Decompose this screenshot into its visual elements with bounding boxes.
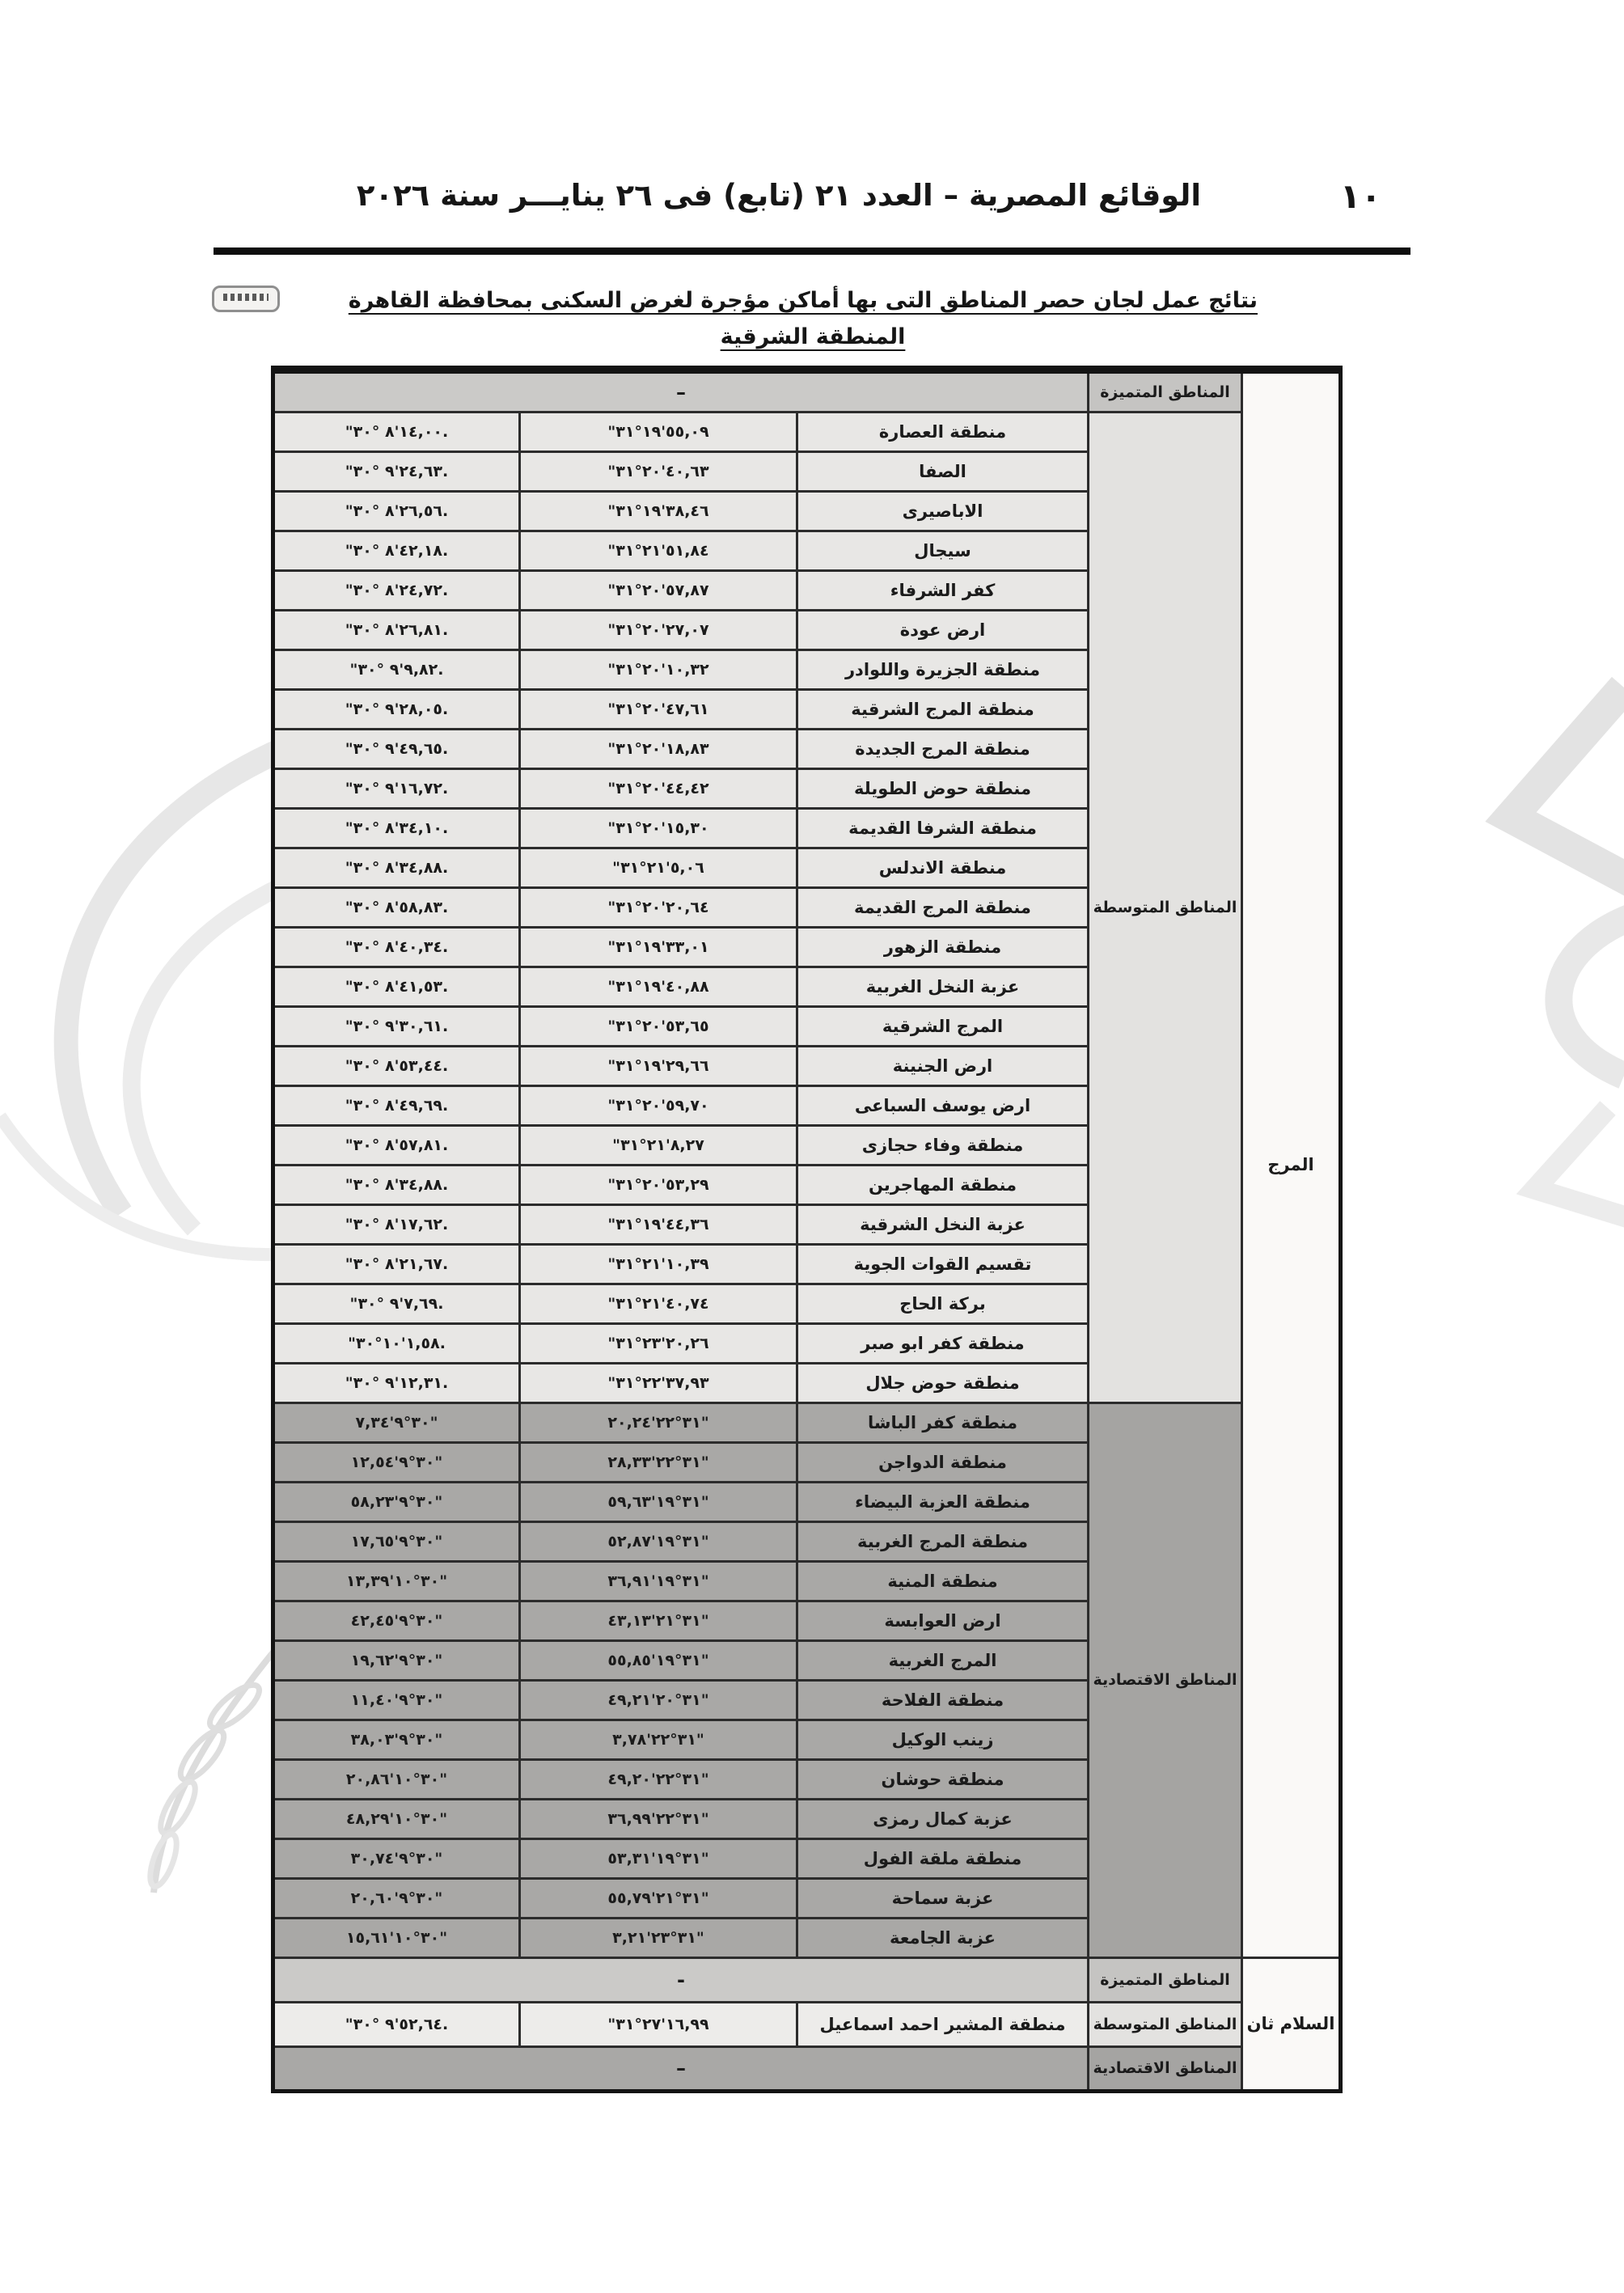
stamp-lines-icon — [223, 294, 269, 301]
longitude-cell: "٣٨,٤٦'١٩°٣١ — [520, 491, 797, 531]
longitude-cell: "٤٤,٤٢'٢٠°٣١ — [520, 768, 797, 808]
longitude-cell: "٤٧,٦١'٢٠°٣١ — [520, 689, 797, 729]
area-name-cell: منطقة الاندلس — [797, 848, 1089, 887]
longitude-cell: ٣١°١٩'٥٩,٦٣" — [520, 1482, 797, 1521]
area-name-cell: عزبة النخل الغربية — [797, 967, 1089, 1006]
gazette-header-title: الوقائع المصرية – العدد ٢١ (تابع) فى ٢٦ ينايـــر سنة ٢٠٢٦ — [356, 178, 1202, 213]
longitude-cell: ٣١°٢٢'٤٩,٢٠" — [520, 1759, 797, 1799]
area-name-cell: منطقة المرج الجديدة — [797, 729, 1089, 768]
latitude-cell: "٣٤,١٠'٨ °٣٠. — [273, 808, 520, 848]
longitude-cell: ٣١°٢١'٤٣,١٣" — [520, 1601, 797, 1640]
latitude-cell: "٤٢,١٨'٨ °٣٠. — [273, 531, 520, 570]
area-name-cell: سيجال — [797, 531, 1089, 570]
category-cell: المناطق المتميزة — [1089, 370, 1242, 412]
latitude-cell: "٤١,٥٣'٨ °٣٠. — [273, 967, 520, 1006]
latitude-cell: "٤٩,٦٥'٩ °٣٠. — [273, 729, 520, 768]
category-cell: المناطق الاقتصادية — [1089, 2046, 1242, 2091]
area-name-cell: منطقة الزهور — [797, 927, 1089, 967]
latitude-cell: "٣٤,٨٨'٨ °٣٠. — [273, 848, 520, 887]
latitude-cell: ٣٠°١٠'٤٨,٢٩" — [273, 1799, 520, 1838]
longitude-cell: "٥٩,٧٠'٢٠°٣١ — [520, 1085, 797, 1125]
area-name-cell: منطقة الجزيرة واللوادر — [797, 649, 1089, 689]
area-name-cell: عزبة سماحة — [797, 1878, 1089, 1918]
area-name-cell: منطقة المرج القديمة — [797, 887, 1089, 927]
latitude-cell: "٤٩,٦٩'٨ °٣٠. — [273, 1085, 520, 1125]
area-name-cell: منطقة المهاجرين — [797, 1165, 1089, 1204]
area-name-cell: بركة الحاج — [797, 1284, 1089, 1323]
area-name-cell: منطقة المنية — [797, 1561, 1089, 1601]
longitude-cell: "٤٠,٦٣'٢٠°٣١ — [520, 451, 797, 491]
latitude-cell: "٥٨,٨٣'٨ °٣٠. — [273, 887, 520, 927]
longitude-cell: "٥٣,٦٥'٢٠°٣١ — [520, 1006, 797, 1046]
area-name-cell: كفر الشرفاء — [797, 570, 1089, 610]
latitude-cell: ٣٠°٩'٥٨,٢٣" — [273, 1482, 520, 1521]
latitude-cell: "٥٢,٦٤'٩ °٣٠. — [273, 2002, 520, 2046]
longitude-cell: "٣٣,٠١'١٩°٣١ — [520, 927, 797, 967]
area-name-cell: عزبة كمال رمزى — [797, 1799, 1089, 1838]
longitude-cell: ٣١°١٩'٥٣,٣١" — [520, 1838, 797, 1878]
area-name-cell: منطقة الشرفا القديمة — [797, 808, 1089, 848]
latitude-cell: "٢٦,٨١'٨ °٣٠. — [273, 610, 520, 649]
district-cell: المرج — [1242, 370, 1341, 1957]
area-name-cell: ارض الجنينة — [797, 1046, 1089, 1085]
longitude-cell: "١٠,٣٩'٢١°٣١ — [520, 1244, 797, 1284]
areas-table — [271, 366, 1343, 2093]
latitude-cell: "٣٤,٨٨'٨ °٣٠. — [273, 1165, 520, 1204]
area-name-cell: الاباصيرى — [797, 491, 1089, 531]
latitude-cell: ٣٠°٩'٣٨,٠٣" — [273, 1720, 520, 1759]
latitude-cell: "٥٣,٤٤'٨ °٣٠. — [273, 1046, 520, 1085]
area-name-cell: منطقة المرج الشرقية — [797, 689, 1089, 729]
latitude-cell: "١٧,٦٢'٨ °٣٠. — [273, 1204, 520, 1244]
area-name-cell: منطقة المشير احمد اسماعيل — [797, 2002, 1089, 2046]
area-name-cell: منطقة حوشان — [797, 1759, 1089, 1799]
latitude-cell: "٣٠,٦١'٩ °٣٠. — [273, 1006, 520, 1046]
longitude-cell: ٣١°٢٢'٢٠,٢٤" — [520, 1402, 797, 1442]
table-row — [273, 412, 1341, 451]
empty-dash-cell: – — [273, 370, 1089, 412]
latitude-cell: ٣٠°٩'١٩,٦٢" — [273, 1640, 520, 1680]
longitude-cell: "١٥,٣٠'٢٠°٣١ — [520, 808, 797, 848]
category-cell: المناطق المتميزة — [1089, 1957, 1242, 2002]
latitude-cell: ٣٠°٩'٧,٣٤" — [273, 1402, 520, 1442]
longitude-cell: ٣١°١٩'٥٢,٨٧" — [520, 1521, 797, 1561]
longitude-cell: ٣١°٢٠'٤٩,٢١" — [520, 1680, 797, 1720]
longitude-cell: "٨,٢٧'٢١°٣١ — [520, 1125, 797, 1165]
area-name-cell: ارض العوابسة — [797, 1601, 1089, 1640]
longitude-cell: "٥,٠٦'٢١°٣١ — [520, 848, 797, 887]
area-name-cell: منطقة الدواجن — [797, 1442, 1089, 1482]
latitude-cell: "٢٤,٦٣'٩ °٣٠. — [273, 451, 520, 491]
latitude-cell: "٢٦,٥٦'٨ °٣٠. — [273, 491, 520, 531]
longitude-cell: "٢٠,٦٤'٢٠°٣١ — [520, 887, 797, 927]
table-row — [273, 1957, 1341, 2002]
area-name-cell: منطقة العزبة البيضاء — [797, 1482, 1089, 1521]
area-name-cell: منطقة المرج الغربية — [797, 1521, 1089, 1561]
latitude-cell: "٩,٨٢'٩ °٣٠. — [273, 649, 520, 689]
area-name-cell: منطقة حوض الطويلة — [797, 768, 1089, 808]
longitude-cell: "٤٠,٧٤'٢١°٣١ — [520, 1284, 797, 1323]
category-cell: المناطق الاقتصادية — [1089, 1402, 1242, 1957]
areas-table-wrapper — [271, 366, 1343, 2093]
watermark-right-fragments — [1365, 671, 1624, 1237]
latitude-cell: "٥٧,٨١'٨ °٣٠. — [273, 1125, 520, 1165]
document-subtitle: المنطقة الشرقية — [720, 324, 906, 349]
category-cell: المناطق المتوسطة — [1089, 2002, 1242, 2046]
longitude-cell: "٢٩,٦٦'١٩°٣١ — [520, 1046, 797, 1085]
longitude-cell: ٣١°٢٢'٣,٧٨" — [520, 1720, 797, 1759]
latitude-cell: "٢٤,٧٢'٨ °٣٠. — [273, 570, 520, 610]
area-name-cell: تقسيم القوات الجوية — [797, 1244, 1089, 1284]
longitude-cell: ٣١°٢٢'٢٨,٣٣" — [520, 1442, 797, 1482]
area-name-cell: منطقة حوض جلال — [797, 1363, 1089, 1402]
empty-dash-cell: - — [273, 1957, 1089, 2002]
category-cell: المناطق المتوسطة — [1089, 412, 1242, 1402]
table-row — [273, 1402, 1341, 1442]
longitude-cell: "٤٤,٣٦'١٩°٣١ — [520, 1204, 797, 1244]
latitude-cell: ٣٠°٩'١١,٤٠" — [273, 1680, 520, 1720]
area-name-cell: منطقة ملقة الفول — [797, 1838, 1089, 1878]
latitude-cell: "١٤,٠٠'٨ °٣٠. — [273, 412, 520, 451]
area-name-cell: المرج الغربية — [797, 1640, 1089, 1680]
latitude-cell: ٣٠°١٠'١٣,٣٩" — [273, 1561, 520, 1601]
latitude-cell: "١٢,٣١'٩ °٣٠. — [273, 1363, 520, 1402]
latitude-cell: "٤٠,٣٤'٨ °٣٠. — [273, 927, 520, 967]
area-name-cell: الصفا — [797, 451, 1089, 491]
longitude-cell: ٣١°١٩'٥٥,٨٥" — [520, 1640, 797, 1680]
area-name-cell: منطقة كفر الباشا — [797, 1402, 1089, 1442]
stamp-box — [212, 286, 280, 312]
page-number: ١٠ — [1339, 176, 1381, 216]
latitude-cell: ٣٠°١٠'١٥,٦١" — [273, 1918, 520, 1957]
longitude-cell: "٥٧,٨٧'٢٠°٣١ — [520, 570, 797, 610]
latitude-cell: "٧,٦٩'٩ °٣٠. — [273, 1284, 520, 1323]
latitude-cell: ٣٠°١٠'٢٠,٨٦" — [273, 1759, 520, 1799]
table-row — [273, 370, 1341, 412]
longitude-cell: "٤٠,٨٨'١٩°٣١ — [520, 967, 797, 1006]
latitude-cell: ٣٠°٩'١٢,٥٤" — [273, 1442, 520, 1482]
longitude-cell: "٢٧,٠٧'٢٠°٣١ — [520, 610, 797, 649]
longitude-cell: "٥١,٨٤'٢١°٣١ — [520, 531, 797, 570]
area-name-cell: المرج الشرقية — [797, 1006, 1089, 1046]
latitude-cell: ٣٠°٩'٤٢,٤٥" — [273, 1601, 520, 1640]
longitude-cell: ٣١°٢٢'٣٦,٩٩" — [520, 1799, 797, 1838]
district-cell: السلام ثان — [1242, 1957, 1341, 2091]
area-name-cell: ارض عودة — [797, 610, 1089, 649]
empty-dash-cell: – — [273, 2046, 1089, 2091]
area-name-cell: منطقة كفر ابو صبر — [797, 1323, 1089, 1363]
latitude-cell: ٣٠°٩'٢٠,٦٠" — [273, 1878, 520, 1918]
latitude-cell: "١٦,٧٢'٩ °٣٠. — [273, 768, 520, 808]
latitude-cell: ٣٠°٩'٣٠,٧٤" — [273, 1838, 520, 1878]
area-name-cell: منطقة الفلاحة — [797, 1680, 1089, 1720]
longitude-cell: "١٦,٩٩'٢٧°٣١ — [520, 2002, 797, 2046]
longitude-cell: "٥٥,٠٩'١٩°٣١ — [520, 412, 797, 451]
table-row — [273, 2046, 1341, 2091]
longitude-cell: "٣٧,٩٣'٢٢°٣١ — [520, 1363, 797, 1402]
longitude-cell: "١٨,٨٣'٢٠°٣١ — [520, 729, 797, 768]
latitude-cell: "٢١,٦٧'٨ °٣٠. — [273, 1244, 520, 1284]
area-name-cell: عزبة النخل الشرقية — [797, 1204, 1089, 1244]
table-row — [273, 2002, 1341, 2046]
latitude-cell: "١,٥٨'١٠°٣٠. — [273, 1323, 520, 1363]
longitude-cell: ٣١°٢٣'٣,٢١" — [520, 1918, 797, 1957]
area-name-cell: منطقة العصارة — [797, 412, 1089, 451]
longitude-cell: "١٠,٣٢'٢٠°٣١ — [520, 649, 797, 689]
area-name-cell: زينب الوكيل — [797, 1720, 1089, 1759]
longitude-cell: "٥٣,٢٩'٢٠°٣١ — [520, 1165, 797, 1204]
longitude-cell: "٢٠,٢٦'٢٣°٣١ — [520, 1323, 797, 1363]
document-title: نتائج عمل لجان حصر المناطق التى بها أماكن مؤجرة لغرض السكنى بمحافظة القاهرة — [348, 288, 1258, 313]
latitude-cell: "٢٨,٠٥'٩ °٣٠. — [273, 689, 520, 729]
area-name-cell: عزبة الجامعة — [797, 1918, 1089, 1957]
latitude-cell: ٣٠°٩'١٧,٦٥" — [273, 1521, 520, 1561]
longitude-cell: ٣١°٢١'٥٥,٧٩" — [520, 1878, 797, 1918]
area-name-cell: منطقة وفاء حجازى — [797, 1125, 1089, 1165]
longitude-cell: ٣١°١٩'٣٦,٩١" — [520, 1561, 797, 1601]
area-name-cell: ارض يوسف السباعى — [797, 1085, 1089, 1125]
header-rule — [214, 247, 1410, 255]
